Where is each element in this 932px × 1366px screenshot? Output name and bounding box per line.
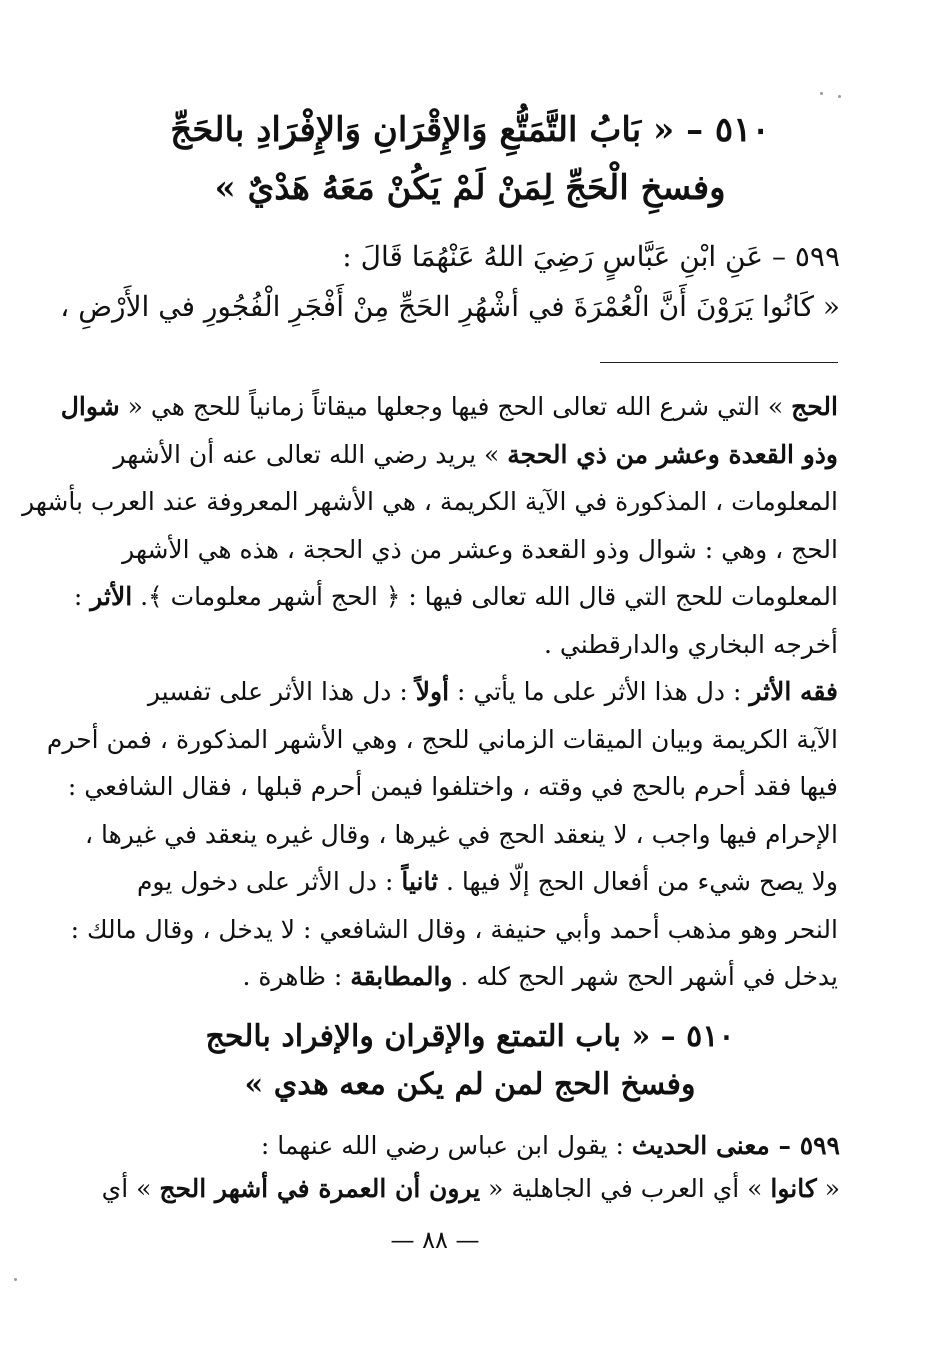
text-segment: : ظاهرة . (242, 962, 351, 991)
text-segment: الحج ، وهي : شوال وذو القعدة وعشر من ذي الحجة ، هذه هي الأشهر (122, 534, 838, 564)
text-segment: المعلومات ، المذكورة في الآية الكريمة ، هي الأشهر المعروفة عند العرب بأشهر (22, 487, 838, 516)
text-line (86, 668, 838, 716)
text-line (22, 478, 838, 526)
commentary-paragraph-1 (22, 383, 838, 668)
text-segment: كانوا (770, 1174, 817, 1203)
text-line (67, 763, 838, 811)
text-segment: أولاً (415, 677, 450, 706)
chapter-heading-repeat-line-2: وفسخ الحج لمن لم يكن معه هدي » (244, 1067, 696, 1102)
chapter-heading-line-1: ٥١٠ – « بَابُ التَّمَتُّعِ وَالإِقْرَانِ وَالإِفْرَادِ بالحَجِّ (170, 110, 770, 150)
text-line (86, 858, 838, 906)
text-line (86, 953, 838, 1001)
text-line (70, 906, 838, 954)
text-segment: يرون أن العمرة في أشهر الحج (159, 1174, 481, 1203)
text-segment: » يريد رضي الله تعالى عنه أن الأشهر (113, 439, 508, 469)
text-line (102, 1174, 840, 1203)
text-line (60, 383, 838, 431)
text-line (86, 621, 838, 669)
text-segment: » أي (101, 1174, 160, 1203)
text-segment: » التي شرع الله تعالى الحج فيها وجعلها ميقاتاً زمانياً للحج هي « (119, 392, 792, 421)
scan-speck (14, 1278, 17, 1281)
text-segment: الأثر (90, 582, 133, 611)
text-segment: ٥٩٩ – معنى الحديث (631, 1131, 840, 1160)
text-line (46, 716, 838, 764)
text-segment: : دل هذا الأثر على تفسير (147, 677, 416, 706)
chapter-heading-repeat-line-1: ٥١٠ – « باب التمتع والإقران والإفراد بالحج (205, 1019, 735, 1054)
text-segment: » أي العرب في الجاهلية « (480, 1174, 771, 1203)
text-segment: وذو القعدة وعشر من ذي الحجة (507, 439, 838, 469)
hadith-narrator-line: ٥٩٩ – عَنِ ابْنِ عَبَّاسٍ رَضِيَ اللهُ عَنْهُمَا قَالَ : (342, 240, 840, 273)
text-segment: والمطابقة (350, 962, 453, 991)
text-segment: يدخل في أشهر الحج شهر الحج كله . (452, 962, 838, 991)
text-line (73, 573, 838, 621)
scan-speck (820, 92, 823, 95)
text-segment: : (73, 582, 91, 611)
chapter-heading-line-2: وفسخِ الْحَجِّ لِمَنْ لَمْ يَكُنْ مَعَهُ هَدْيٌ » (214, 168, 726, 208)
commentary-paragraph-2 (46, 668, 838, 1001)
page-number: — ٨٨ — (390, 1226, 480, 1254)
text-segment: : يقول ابن عباس رضي الله عنهما : (260, 1131, 632, 1160)
text-line (261, 1131, 840, 1160)
footnote-divider (600, 362, 838, 363)
text-segment: ثانياً (401, 867, 439, 896)
text-segment: فيها فقد أحرم بالحج في وقته ، واختلفوا فيمن أحرم قبلها ، فقال الشافعي : (67, 772, 838, 801)
text-segment: النحر وهو مذهب أحمد وأبي حنيفة ، وقال الشافعي : لا يدخل ، وقال مالك : (70, 914, 838, 944)
text-segment: شوال (60, 392, 120, 421)
text-segment: الحج (791, 392, 838, 421)
text-line (86, 526, 838, 574)
text-segment: : دل هذا الأثر على ما يأتي : (449, 677, 750, 706)
text-segment: ولا يصح شيء من أفعال الحج إلّا فيها . (438, 867, 838, 896)
scan-speck (838, 95, 841, 98)
text-segment: أخرجه البخاري والدارقطني . (544, 629, 838, 659)
text-segment: : دل الأثر على دخول يوم (136, 867, 402, 896)
text-segment: « (816, 1174, 840, 1203)
text-line (86, 431, 838, 479)
text-segment: المعلومات للحج التي قال الله تعالى فيها : ﴿ الحج أشهر معلومات ﴾. (132, 582, 838, 611)
hadith-text-line: « كَانُوا يَرَوْنَ أَنَّ الْعُمْرَةَ في أشْهُرِ الحَجِّ مِنْ أَفْجَرِ الْفُجُورِ في الأَرْضِ ، (60, 290, 840, 323)
hadith-meaning-line-2 (80, 1164, 840, 1214)
text-segment: الآية الكريمة وبيان الميقات الزماني للحج ، وهي الأشهر المذكورة ، فمن أحرم (46, 724, 838, 754)
text-segment: فقه الأثر (749, 677, 838, 706)
text-line (86, 811, 838, 859)
text-segment: الإحرام فيها واجب ، لا ينعقد الحج في غيرها ، وقال غيره ينعقد في غيرها ، (84, 819, 838, 849)
